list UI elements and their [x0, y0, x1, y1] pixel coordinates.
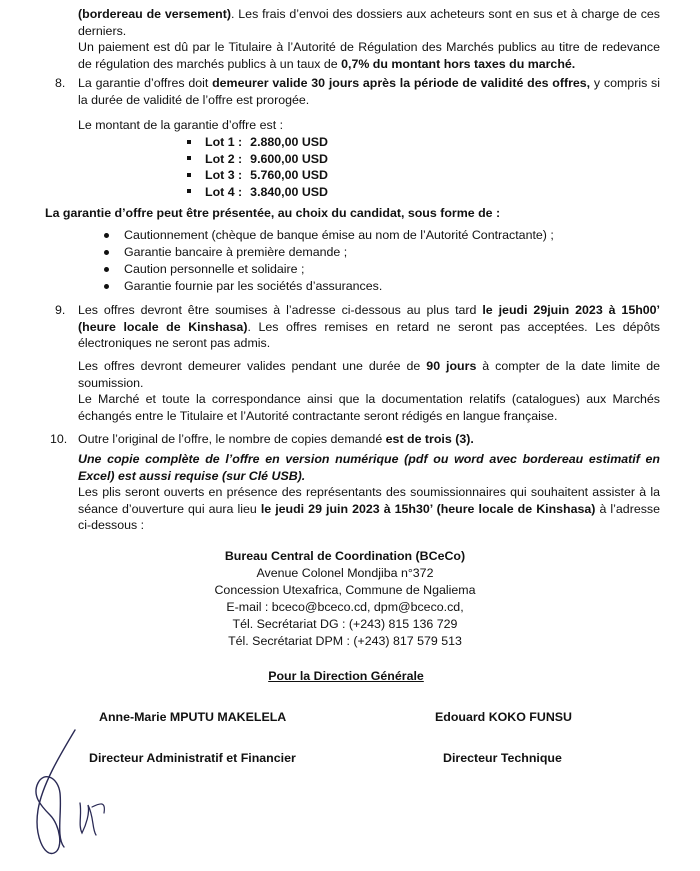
item-9-number: 9.: [55, 303, 66, 317]
guarantee-list: [104, 227, 554, 295]
direction-title: Pour la Direction Générale: [268, 669, 424, 683]
right-signatory-name: Edouard KOKO FUNSU: [435, 710, 572, 724]
lot-label: Lot 4 :: [205, 184, 243, 199]
address-name: Bureau Central de Coordination (BCeCo): [224, 549, 466, 563]
intro-bold-text: (bordereau de versement): [78, 7, 231, 21]
opening-bold-text: le jeudi 29 juin 2023 à 15h30’ (heure locale de Kinshasa): [260, 501, 596, 516]
list-item-text: Garantie bancaire à première demande ;: [124, 245, 348, 259]
lot-label: Lot 1 :: [205, 135, 243, 149]
opening-text: Les plis seront ouverts en présence des représentants des soumissionnaires qui souhaitent assister à la séance d’ouverture qui aura lieu: [78, 485, 660, 516]
fee-bold-text: 0,7% du montant hors taxes du marché.: [341, 56, 576, 71]
digital-copy-paragraph: [78, 451, 660, 534]
amount-intro: Le montant de la garantie d’offre est :: [78, 118, 284, 132]
validity-paragraph: [78, 358, 660, 424]
list-item-text: Cautionnement (chèque de banque émise au nom de l’Autorité Contractante) ;: [124, 228, 554, 242]
intro-text: . Les frais d’envoi des dossiers aux acheteurs sont en sus et à charge de ces derniers.: [78, 7, 660, 38]
validity-text-end: à compter de la date limite de soumission.: [78, 359, 660, 390]
list-item: [104, 278, 554, 295]
handwritten-signature-icon: [20, 725, 130, 865]
item-10-bold-text: est de trois (3).: [385, 432, 474, 446]
address-street: Avenue Colonel Mondjiba n°372: [256, 566, 434, 580]
intro-paragraph: [78, 6, 660, 72]
left-signatory-title: Directeur Administratif et Financier: [89, 751, 296, 765]
item-9-paragraph: [78, 302, 660, 352]
item-9-bold-text: le jeudi 29juin 2023 à 15h00’ (heure locale de Kinshasa): [78, 303, 660, 334]
address-block: [190, 548, 500, 650]
list-item-text: Garantie fournie par les sociétés d’assurances.: [124, 279, 383, 293]
right-signatory-title: Directeur Technique: [443, 751, 562, 765]
item-10-text: Outre l’original de l’offre, le nombre de copies demandé: [78, 432, 386, 446]
bullet-icon: [104, 233, 109, 238]
item-8-bold-text: demeurer valide 30 jours après la période de validité des offres,: [212, 76, 591, 90]
lot-label: Lot 3 :: [205, 168, 243, 182]
lot-row: [187, 151, 328, 168]
guarantee-heading: [45, 205, 500, 222]
bullet-icon: [104, 267, 109, 272]
lot-row: [187, 134, 328, 151]
opening-text-end: à l’adresse ci-dessous :: [78, 501, 661, 532]
list-item: [104, 244, 554, 261]
validity-text: Les offres devront demeurer valides pendant une durée de: [78, 359, 427, 373]
lot-value: 3.840,00 USD: [250, 184, 329, 199]
square-bullet-icon: [187, 156, 191, 160]
address-concession: Concession Utexafrica, Commune de Ngaliema: [214, 583, 476, 597]
guarantee-heading-text: La garantie d’offre peut être présentée, au choix du candidat, sous forme de :: [45, 206, 501, 220]
address-email: E-mail : bceco@bceco.cd, dpm@bceco.cd,: [226, 600, 464, 614]
lot-value: 9.600,00 USD: [250, 151, 329, 166]
item-9-text: Les offres devront être soumises à l’adresse ci-dessous au plus tard: [78, 303, 483, 317]
lot-row: [187, 167, 328, 184]
bullet-icon: [104, 250, 109, 255]
item-10-paragraph: [78, 431, 660, 448]
item-8-paragraph: [78, 75, 660, 108]
item-8-text-end: y compris si la durée de validité de l’offre est prorogée.: [78, 76, 661, 107]
left-signatory-name: Anne-Marie MPUTU MAKELELA: [99, 710, 287, 724]
address-tel-dpm: Tél. Secrétariat DPM : (+243) 817 579 513: [228, 634, 462, 648]
lot-row: [187, 184, 328, 201]
item-10-number: 10.: [50, 432, 68, 446]
lot-list: [187, 134, 328, 200]
bullet-icon: [104, 284, 109, 289]
lot-value: 5.760,00 USD: [250, 168, 329, 182]
address-tel-dg: Tél. Secrétariat DG : (+243) 815 136 729: [232, 617, 458, 631]
language-paragraph: Le Marché et toute la correspondance ainsi que la documentation relatifs (catalogues) aux Marchés échangés entre le Titulaire et l’Autorité contractante seront rédigés en langue française.: [78, 392, 660, 423]
fee-text: Un paiement est dû par le Titulaire à l’Autorité de Régulation des Marchés publics au titre de redevance de régulation des marchés publics à un taux de: [78, 40, 660, 71]
list-item: [104, 227, 554, 244]
digital-copy-text: Une copie complète de l’offre en version numérique (pdf ou word avec bordereau estimatif en Excel) est aussi requise (sur Clé USB).: [78, 452, 660, 483]
lot-value: 2.880,00 USD: [250, 135, 329, 149]
item-9-text-end: . Les offres remises en retard ne seront pas acceptées. Les dépôts électroniques ne seront pas admis.: [78, 319, 660, 350]
square-bullet-icon: [187, 189, 191, 193]
item-8-text: La garantie d’offres doit: [78, 76, 213, 90]
list-item: [104, 261, 554, 278]
lot-label: Lot 2 :: [205, 151, 243, 166]
validity-bold-text: 90 jours: [426, 359, 477, 373]
item-8-number: 8.: [55, 76, 66, 90]
list-item-text: Caution personnelle et solidaire ;: [124, 262, 305, 276]
square-bullet-icon: [187, 173, 191, 177]
square-bullet-icon: [187, 140, 191, 144]
